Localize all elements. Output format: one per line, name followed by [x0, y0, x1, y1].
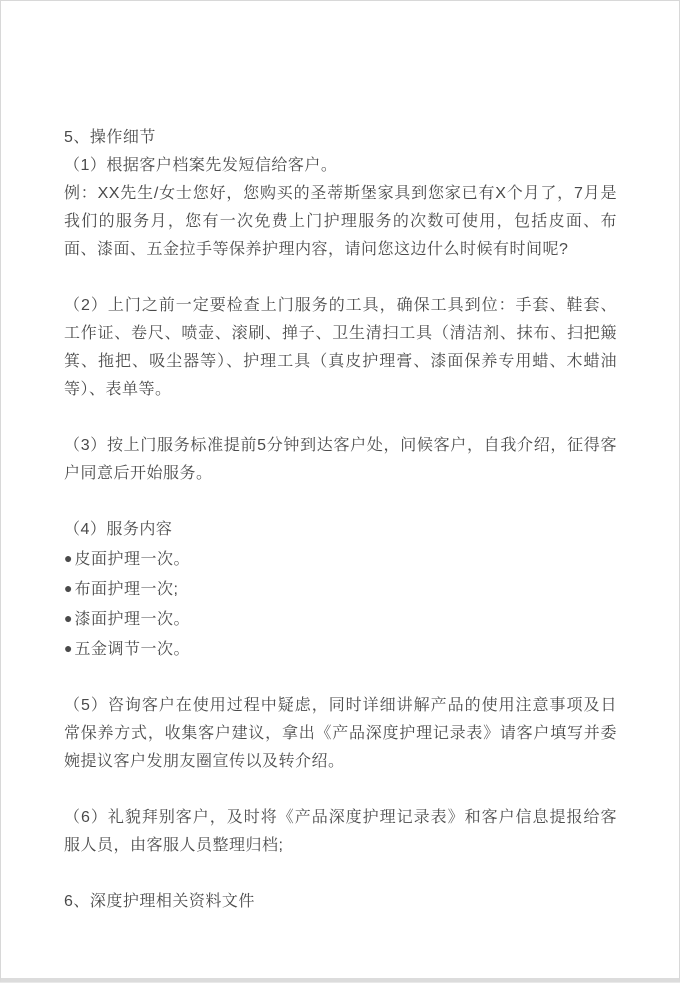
paragraph: 例：XX先生/女士您好，您购买的圣蒂斯堡家具到您家已有X个月了，7月是我们的服务月，您有一次免费上门护理服务的次数可使用，包括皮面、布面、漆面、五金拉手等保养护理内容，请问您这边什么时候有时间呢?: [64, 185, 617, 258]
bullet-icon: ●: [64, 610, 73, 626]
bullet-icon: ●: [64, 640, 73, 656]
paragraph: （4）服务内容: [64, 521, 173, 538]
bullet-item: [64, 574, 617, 604]
section-heading: 5、操作细节: [64, 129, 156, 146]
bullet-icon: ●: [64, 550, 73, 566]
bullet-item: [64, 604, 617, 634]
document-body: [1, 1, 679, 916]
bullet-text: 五金调节一次。: [74, 641, 190, 658]
paragraph: （1）根据客户档案先发短信给客户。: [64, 157, 338, 174]
section-heading: 6、深度护理相关资料文件: [64, 893, 255, 910]
paragraph: （3）按上门服务标准提前5分钟到达客户处，问候客户，自我介绍，征得客户同意后开始服务。: [64, 437, 617, 482]
bullet-item: [64, 544, 617, 574]
paragraph: （6）礼貌拜别客户，及时将《产品深度护理记录表》和客户信息提报给客服人员，由客服人员整理归档;: [64, 809, 617, 854]
paragraph: （2）上门之前一定要检查上门服务的工具，确保工具到位：手套、鞋套、工作证、卷尺、喷壶、滚刷、掸子、卫生清扫工具（清洁剂、抹布、扫把簸箕、拖把、吸尘器等）、护理工具（真皮护理膏、漆面保养专用蜡、木蜡油等）、表单等。: [64, 297, 617, 398]
bullet-text: 皮面护理一次。: [74, 551, 190, 568]
bullet-text: 漆面护理一次。: [74, 611, 190, 628]
paragraph: （5）咨询客户在使用过程中疑虑，同时详细讲解产品的使用注意事项及日常保养方式，收集客户建议，拿出《产品深度护理记录表》请客户填写并委婉提议客户发朋友圈宣传以及转介绍。: [64, 697, 617, 770]
bullet-text: 布面护理一次;: [74, 581, 179, 598]
bullet-icon: ●: [64, 580, 73, 596]
bullet-item: [64, 634, 617, 664]
